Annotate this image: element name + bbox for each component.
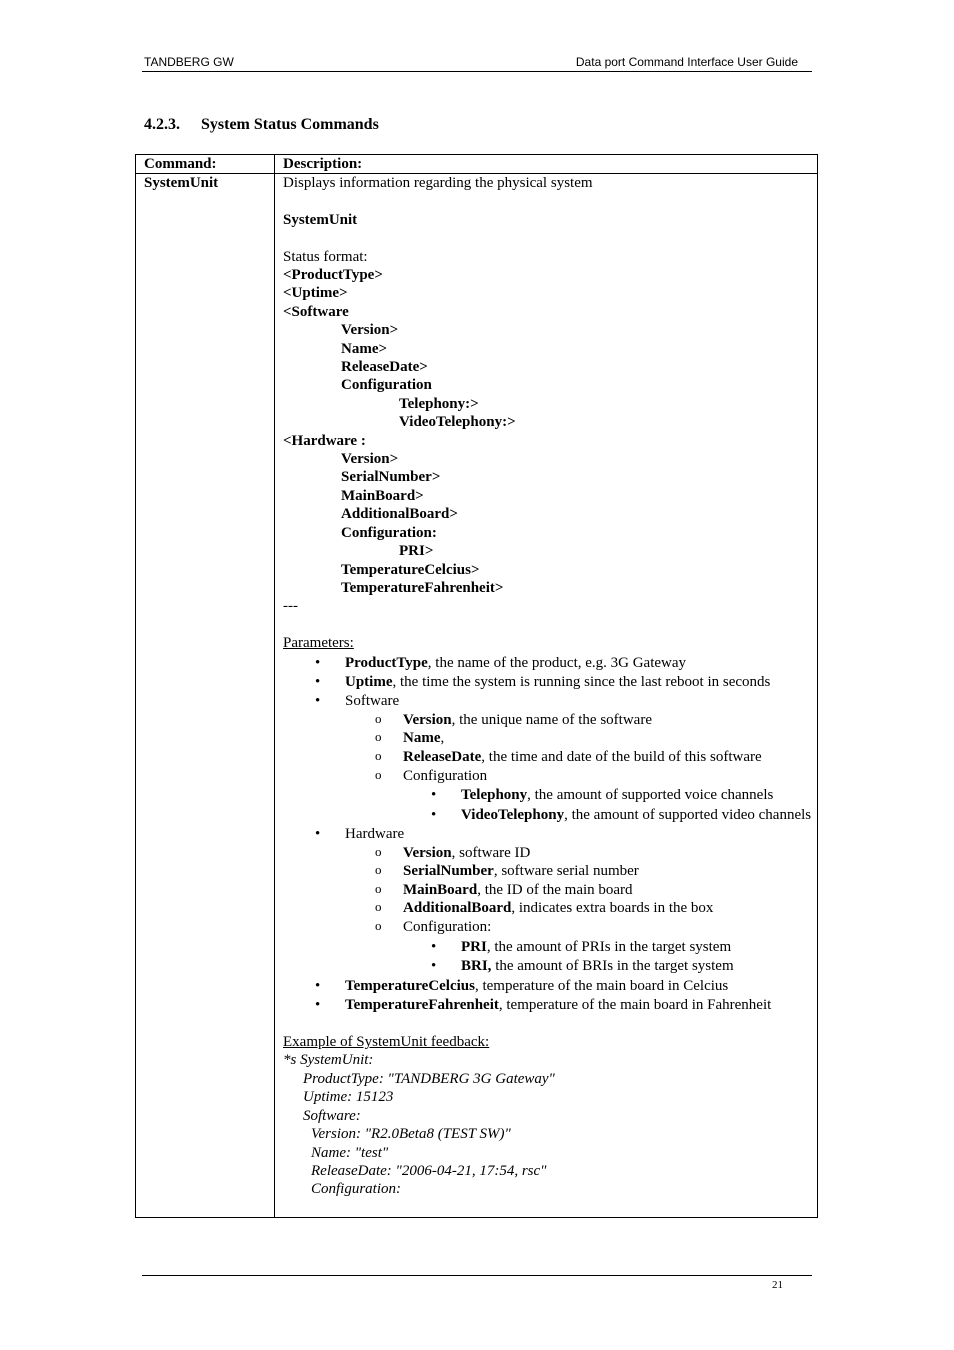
footer-rule [142, 1275, 812, 1276]
format-line: PRI> [399, 543, 434, 560]
param-item: • TemperatureFahrenheit, temperature of the main board in Fahrenheit [283, 996, 813, 1014]
header-left: TANDBERG GW [144, 55, 234, 69]
param-subitem: o Version, software ID [283, 844, 813, 863]
format-line: MainBoard> [341, 487, 424, 504]
format-line: <Uptime> [283, 285, 348, 302]
status-format-label: Status format: [283, 248, 368, 265]
param-subsubitem: • VideoTelephony, the amount of supported video channels [283, 806, 813, 825]
param-subitem: o Version, the unique name of the software [283, 711, 813, 730]
column-separator [274, 155, 275, 1217]
intro-text: Displays information regarding the physical system [283, 175, 593, 191]
format-line: <Hardware : [283, 432, 366, 449]
param-subitem: o AdditionalBoard, indicates extra boards in the box [283, 899, 813, 918]
parameters-label: Parameters: [283, 635, 354, 652]
param-subsubitem: • PRI, the amount of PRIs in the target system [283, 938, 813, 957]
format-line: VideoTelephony:> [399, 414, 516, 431]
description-cell [283, 174, 813, 1199]
section-title: System Status Commands [201, 116, 379, 133]
format-line: <Software [283, 303, 349, 320]
example-line: ReleaseDate: "2006-04-21, 17:54, rsc" [311, 1162, 547, 1179]
param-item: • Uptime, the time the system is running since the last reboot in seconds [283, 673, 813, 691]
section-number: 4.2.3. [144, 116, 180, 133]
format-line: Name> [341, 340, 388, 357]
format-line: TemperatureFahrenheit> [341, 579, 504, 596]
example-line: *s SystemUnit: [283, 1052, 374, 1069]
format-line: Configuration [341, 377, 432, 394]
example-line: Version: "R2.0Beta8 (TEST SW)" [311, 1126, 511, 1143]
format-line: --- [283, 598, 298, 615]
param-subitem: o Configuration: [283, 918, 813, 937]
format-line: Configuration: [341, 524, 437, 541]
command-table [135, 154, 818, 1218]
command-name: SystemUnit [144, 175, 219, 191]
param-subitem: o Name, [283, 729, 813, 748]
header-rule [142, 71, 812, 72]
example-line: Name: "test" [311, 1144, 389, 1161]
format-line: AdditionalBoard> [341, 506, 458, 523]
example-line: Software: [303, 1107, 361, 1124]
param-subsubitem: • Telephony, the amount of supported voice channels [283, 786, 813, 805]
column-header-description: Description: [283, 156, 363, 172]
param-subitem: o MainBoard, the ID of the main board [283, 881, 813, 900]
command-syntax: SystemUnit [283, 211, 358, 228]
example-line: Uptime: 15123 [303, 1089, 394, 1106]
format-line: <ProductType> [283, 267, 383, 283]
page-number: 21 [772, 1279, 783, 1291]
format-line: SerialNumber> [341, 469, 441, 486]
param-subitem: o ReleaseDate, the time and date of the build of this software [283, 748, 813, 767]
format-line: ReleaseDate> [341, 359, 428, 376]
column-header-command: Command: [144, 156, 217, 172]
example-line: Configuration: [311, 1181, 402, 1198]
format-line: Version> [341, 451, 399, 468]
param-subitem: o Configuration [283, 767, 813, 786]
param-item: • Software [283, 692, 813, 710]
param-item: • Hardware [283, 825, 813, 843]
format-line: TemperatureCelcius> [341, 561, 480, 578]
section-heading [144, 116, 379, 134]
example-line: ProductType: "TANDBERG 3G Gateway" [303, 1070, 555, 1087]
param-subsubitem: • BRI, the amount of BRIs in the target system [283, 957, 813, 976]
param-item: • TemperatureCelcius, temperature of the main board in Celcius [283, 977, 813, 995]
format-line: Telephony:> [399, 395, 479, 412]
example-label: Example of SystemUnit feedback: [283, 1034, 490, 1051]
header-right: Data port Command Interface User Guide [575, 55, 798, 69]
format-line: Version> [341, 322, 399, 339]
param-subitem: o SerialNumber, software serial number [283, 862, 813, 881]
param-item: • ProductType, the name of the product, e.g. 3G Gateway [283, 654, 813, 672]
